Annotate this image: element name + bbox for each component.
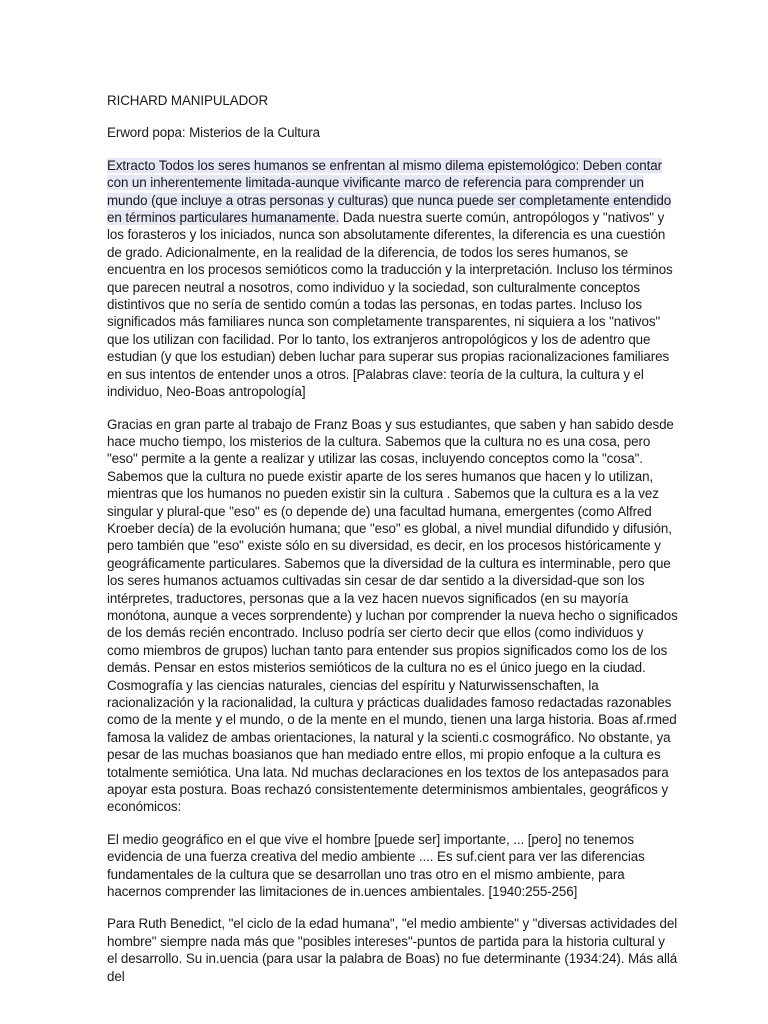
document-title: RICHARD MANIPULADOR <box>107 93 269 108</box>
block-quote: El medio geográfico en el que vive el hombre [puede ser] importante, ... [pero] no tenemos evidencia de una fuerza creativa del medio ambiente .... Es suf.cient para ver las diferencias fundamentales de la cultura que se desarrollan uno tras otro en el mismo ambiente, para hacernos comprender las limitaciones de in.uences ambientales. [1940:255-256] <box>107 831 645 900</box>
document-subtitle: Erword popa: Misterios de la Cultura <box>107 125 320 141</box>
body-paragraph-4: Para Ruth Benedict, "el ciclo de la edad humana", "el medio ambiente" y "diversas actividades del hombre" siempre nada más que "posibles intereses"-puntos de partida para la historia cultural y el desarrollo. Su in.uencia (para usar la palabra de Boas) no fue determinante (1934:24). Más allá del <box>107 916 678 984</box>
abstract-highlighted-text: Extracto Todos los seres humanos se enfrentan al mismo dilema epistemológico: Deben contar con un inherentemente limitada-aunque vivificante marco de referencia para comprender un mundo (que incluye a otras personas y culturas) que nunca puede ser completamente entendido en términos particulares humanamente. <box>107 157 672 226</box>
abstract-rest-text: Dada nuestra suerte común, antropólogos y "nativos" y los forasteros y los iniciados, nunca son absolutamente diferentes, la diferencia es una cuestión de grado. Adicionalmente, en la realidad de la diferencia, de todos los seres humanos, se encuentra en los procesos semióticos como la traducción y la interpretación. Incluso los términos que parecen neutral a nosotros, como individuo y la sociedad, son culturalmente conceptos distintivos que no sería de sentido común a todas las personas, en todas partes. Incluso los significados más familiares nunca son completamente transparentes, ni siquiera a los "nativos" que los utilizan con facilidad. Por lo tanto, los extranjeros antropológicos y los de adentro que estudian (y que los estudian) deben luchar para superar sus propias racionalizaciones familiares en sus intentos de entender unos a otros. [Palabras clave: teoría de la cultura, la cultura y el individuo, Neo-Boas antropología] <box>107 210 673 400</box>
abstract-paragraph <box>107 157 678 401</box>
body-paragraph-2: Gracias en gran parte al trabajo de Franz Boas y sus estudiantes, que saben y han sabido desde hace mucho tiempo, los misterios de la cultura. Sabemos que la cultura no es una cosa, pero "eso" permite a la gente a realizar y utilizar las cosas, incluyendo conceptos como la "cosa". Sabemos que la cultura no puede existir aparte de los seres humanos que hacen y lo utilizan, mientras que los humanos no pueden existir sin la cultura . Sabemos que la cultura es a la vez singular y plural-que "eso" es (o depende de) una facultad humana, emergentes (como Alfred Kroeber decía) de la evolución humana; que "eso" es global, a nivel mundial difundido y difusión, pero también que "eso" existe sólo en su diversidad, es decir, en los procesos históricamente y geográficamente particulares. Sabemos que la diversidad de la cultura es interminable, pero que los seres humanos actuamos cultivadas sin cesar de dar sentido a la diversidad-que son los intérpretes, traductores, personas que a la vez hacen nuevos significados (en su mayoría monótona, aunque a veces sorprendente) y luchan por comprender la nueva hecho o significados de los demás recién encontrado. Incluso podría ser cierto decir que ellos (como individuos y como miembros de grupos) luchan tanto para entender sus propios significados como los de los demás. Pensar en estos misterios semióticos de la cultura no es el único juego en la ciudad. Cosmografía y las ciencias naturales, ciencias del espíritu y Naturwissenschaften, la racionalización y la racionalidad, la cultura y prácticas dualidades famoso redactadas razonables como de la mente y el mundo, o de la mente en el mundo, tienen una larga historia. Boas af.rmed famosa la validez de ambas orientaciones, la natural y la scienti.c cosmográfico. No obstante, ya pesar de las muchas boasianos que han mediado entre ellos, mi propio enfoque a la cultura es totalmente semiótica. Una lata. Nd muchas declaraciones en los textos de los antepasados para apoyar esta postura. Boas rechazó consistentemente determinismos ambientales, geográficos y económicos: <box>107 416 678 815</box>
